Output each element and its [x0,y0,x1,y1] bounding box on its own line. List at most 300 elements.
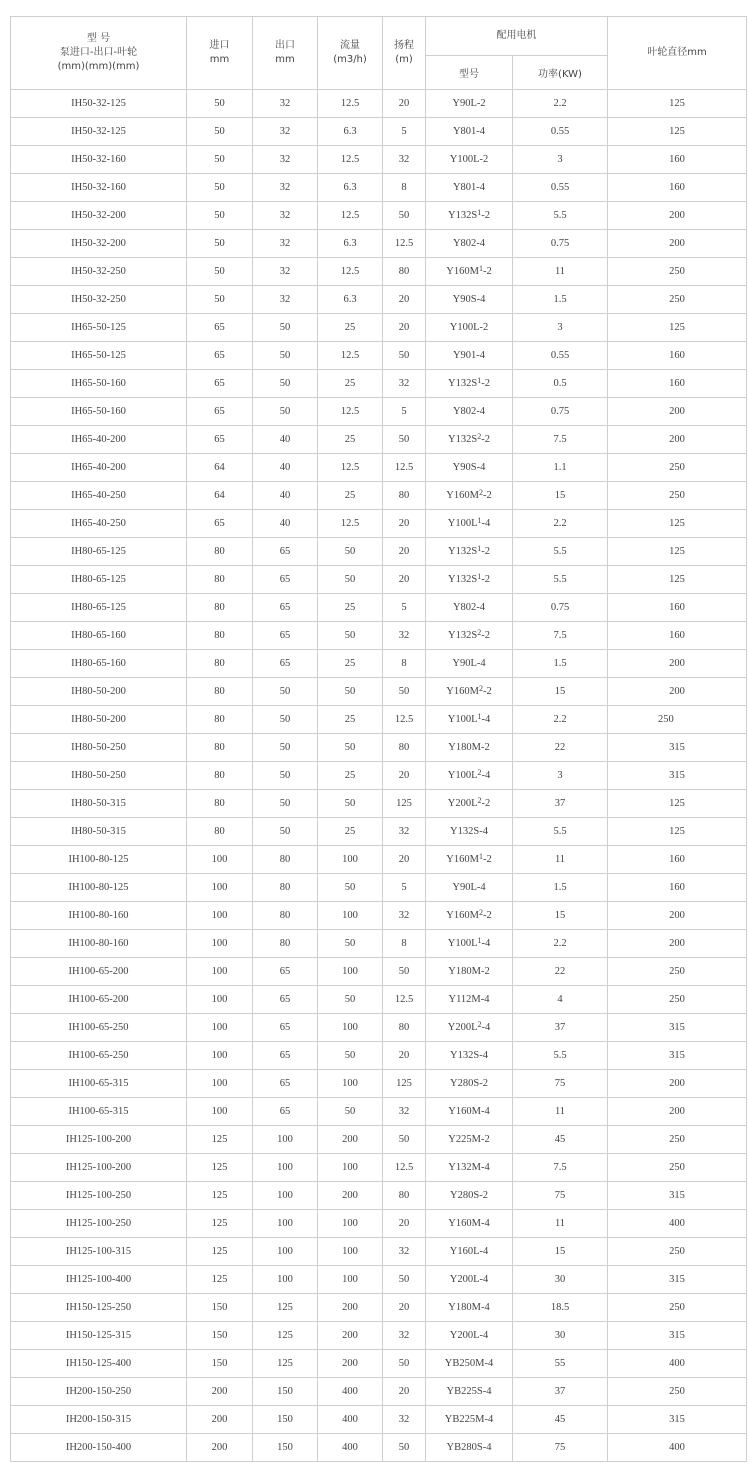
flow-cell: 50 [318,538,383,566]
motor-model-text: Y280S-2 [450,1078,488,1089]
inlet-cell: 125 [187,1210,253,1238]
table-row [11,426,747,454]
inlet-header-label: 进口 [209,40,230,51]
motor-cell [426,1378,513,1406]
model-cell: IH65-40-250 [11,510,187,538]
power-cell: 0.55 [513,118,608,146]
inlet-header [187,17,253,90]
flow-cell: 25 [318,650,383,678]
power-cell: 15 [513,678,608,706]
model-header [11,17,187,90]
motor-cell [426,902,513,930]
motor-model-superscript: 2 [478,684,483,693]
model-cell: IH80-50-250 [11,734,187,762]
power-cell: 5.5 [513,566,608,594]
motor-model-suffix: -2 [481,210,490,221]
motor-model-suffix: -4 [481,938,491,949]
flow-header-unit: (m3/h) [333,54,367,65]
model-cell: IH100-80-125 [11,846,187,874]
model-cell: IH100-65-200 [11,958,187,986]
motor-model-text: Y160M [446,910,479,921]
power-cell: 3 [513,314,608,342]
inlet-cell: 80 [187,566,253,594]
model-cell: IH80-50-315 [11,818,187,846]
motor-cell [426,734,513,762]
outlet-cell: 80 [253,874,318,902]
outlet-cell: 50 [253,342,318,370]
table-row [11,398,747,426]
motor-model-superscript: 2 [477,796,482,805]
model-cell: IH80-65-125 [11,538,187,566]
power-cell: 11 [513,1210,608,1238]
motor-cell [426,1350,513,1378]
outlet-cell: 65 [253,538,318,566]
head-cell: 12.5 [383,230,426,258]
outlet-cell: 50 [253,370,318,398]
outlet-cell: 125 [253,1294,318,1322]
impeller-cell: 250 [608,258,747,286]
power-cell: 5.5 [513,1042,608,1070]
flow-header [318,17,383,90]
model-header-title: 型 号 [86,33,111,44]
motor-model-superscript: 1 [477,376,482,385]
motor-model-text: Y90L-4 [452,658,486,669]
motor-cell [426,1154,513,1182]
motor-model-superscript: 1 [477,516,482,525]
model-cell: IH100-80-125 [11,874,187,902]
impeller-cell: 315 [608,1322,747,1350]
head-cell: 32 [383,1322,426,1350]
outlet-cell: 100 [253,1210,318,1238]
flow-cell: 6.3 [318,174,383,202]
power-cell: 30 [513,1266,608,1294]
power-cell: 5.5 [513,818,608,846]
model-header-sub1: 泵进口-出口-叶轮 [59,47,138,58]
motor-model-text: Y180M-2 [448,742,490,753]
power-cell: 7.5 [513,622,608,650]
flow-cell: 200 [318,1294,383,1322]
outlet-cell: 32 [253,118,318,146]
motor-model-suffix: -2 [482,854,492,865]
model-cell: IH50-32-250 [11,286,187,314]
flow-cell: 400 [318,1434,383,1462]
motor-cell [426,790,513,818]
outlet-cell: 80 [253,846,318,874]
power-cell: 11 [513,846,608,874]
impeller-header-label: 叶轮直径mm [647,47,707,58]
table-row [11,734,747,762]
outlet-cell: 65 [253,1070,318,1098]
impeller-cell: 200 [608,902,747,930]
impeller-cell: 315 [608,762,747,790]
motor-cell [426,174,513,202]
motor-model-text: Y160M-4 [448,1106,490,1117]
table-row [11,202,747,230]
inlet-cell: 80 [187,706,253,734]
outlet-cell: 65 [253,594,318,622]
motor-model-text: Y160M [446,686,479,697]
head-cell: 32 [383,1098,426,1126]
inlet-header-unit: mm [209,54,230,65]
outlet-cell: 50 [253,734,318,762]
flow-cell: 100 [318,902,383,930]
head-cell: 80 [383,734,426,762]
impeller-cell: 250 [608,706,747,734]
outlet-cell: 50 [253,678,318,706]
motor-model-suffix: -4 [481,1022,491,1033]
motor-model-text: Y802-4 [452,602,486,613]
flow-cell: 25 [318,818,383,846]
head-cell: 20 [383,538,426,566]
flow-cell: 25 [318,594,383,622]
head-cell: 20 [383,1210,426,1238]
impeller-cell: 160 [608,174,747,202]
motor-model-text: Y802-4 [452,406,486,417]
inlet-cell: 65 [187,510,253,538]
pump-spec-table [10,16,747,1462]
flow-cell: 25 [318,482,383,510]
motor-model-suffix: -4 [481,518,491,529]
outlet-cell: 50 [253,818,318,846]
power-cell: 2.2 [513,90,608,118]
table-row [11,146,747,174]
motor-cell [426,986,513,1014]
impeller-cell: 200 [608,650,747,678]
model-cell: IH100-65-250 [11,1042,187,1070]
impeller-cell: 400 [608,1210,747,1238]
table-row [11,230,747,258]
flow-cell: 50 [318,678,383,706]
head-cell: 5 [383,874,426,902]
power-cell: 5.5 [513,202,608,230]
motor-model-text: Y132S [448,378,478,389]
motor-model-text: Y160M-4 [448,1218,490,1229]
motor-model-text: Y100L-2 [449,154,489,165]
motor-model-text: Y160L-4 [449,1246,489,1257]
flow-cell: 400 [318,1378,383,1406]
inlet-cell: 65 [187,426,253,454]
table-row [11,1294,747,1322]
table-row [11,482,747,510]
table-row [11,874,747,902]
power-cell: 3 [513,146,608,174]
inlet-cell: 65 [187,398,253,426]
inlet-cell: 100 [187,874,253,902]
impeller-cell: 160 [608,622,747,650]
inlet-cell: 50 [187,286,253,314]
head-cell: 50 [383,1434,426,1462]
table-row [11,846,747,874]
motor-model-text: Y180M-4 [448,1302,490,1313]
outlet-cell: 65 [253,1098,318,1126]
head-cell: 5 [383,594,426,622]
motor-model-text: Y100L-2 [449,322,489,333]
model-cell: IH50-32-125 [11,118,187,146]
table-row [11,1182,747,1210]
model-cell: IH100-65-250 [11,1014,187,1042]
motor-model-text: Y160M [446,490,479,501]
head-cell: 32 [383,370,426,398]
outlet-cell: 32 [253,286,318,314]
head-cell: 20 [383,314,426,342]
motor-model-superscript: 2 [477,768,482,777]
model-cell: IH100-80-160 [11,930,187,958]
outlet-cell: 40 [253,510,318,538]
motor-model-suffix: -2 [481,546,490,557]
motor-model-superscript: 1 [477,544,482,553]
motor-cell [426,1294,513,1322]
model-cell: IH100-65-315 [11,1098,187,1126]
power-cell: 75 [513,1434,608,1462]
impeller-cell: 250 [608,958,747,986]
motor-model-text: YB280S-4 [446,1442,492,1453]
head-cell: 125 [383,790,426,818]
motor-model-text: YB225M-4 [444,1414,494,1425]
motor-cell [426,762,513,790]
motor-model-suffix: -2 [481,378,490,389]
head-cell: 20 [383,90,426,118]
table-row [11,790,747,818]
head-cell: 32 [383,146,426,174]
motor-model-text: Y225M-2 [448,1134,490,1145]
flow-cell: 50 [318,622,383,650]
table-row [11,314,747,342]
inlet-cell: 150 [187,1322,253,1350]
outlet-cell: 32 [253,146,318,174]
motor-cell [426,706,513,734]
power-cell: 15 [513,1238,608,1266]
motor-model-text: Y280S-2 [450,1190,488,1201]
motor-model-suffix: -2 [482,910,492,921]
table-row [11,1126,747,1154]
power-cell: 0.75 [513,230,608,258]
table-body [11,90,747,1462]
head-cell: 80 [383,482,426,510]
outlet-cell: 40 [253,482,318,510]
model-cell: IH65-50-125 [11,314,187,342]
flow-cell: 400 [318,1406,383,1434]
head-cell: 20 [383,846,426,874]
motor-cell [426,118,513,146]
motor-model-text: YB225S-4 [446,1386,492,1397]
flow-cell: 50 [318,1042,383,1070]
impeller-cell: 250 [608,1126,747,1154]
table-row [11,118,747,146]
table-row [11,1350,747,1378]
inlet-cell: 125 [187,1266,253,1294]
head-cell: 5 [383,118,426,146]
motor-model-text: Y160M [446,854,479,865]
model-cell: IH125-100-315 [11,1238,187,1266]
flow-header-label: 流量 [340,40,360,51]
power-cell: 37 [513,790,608,818]
outlet-cell: 32 [253,90,318,118]
motor-model-text: Y160M [446,266,479,277]
motor-model-suffix: -2 [482,686,492,697]
model-cell: IH80-65-160 [11,622,187,650]
head-cell: 50 [383,958,426,986]
inlet-cell: 125 [187,1154,253,1182]
motor-cell [426,678,513,706]
table-row [11,650,747,678]
motor-model-superscript: 1 [477,936,482,945]
impeller-cell: 125 [608,818,747,846]
motor-model-text: Y801-4 [452,126,486,137]
outlet-cell: 40 [253,454,318,482]
flow-cell: 12.5 [318,342,383,370]
motor-model-superscript: 1 [478,264,483,273]
inlet-cell: 50 [187,146,253,174]
impeller-cell: 160 [608,146,747,174]
power-cell: 15 [513,482,608,510]
inlet-cell: 80 [187,678,253,706]
motor-model-text: Y90L-4 [452,882,486,893]
head-cell: 12.5 [383,1154,426,1182]
model-cell: IH200-150-315 [11,1406,187,1434]
flow-cell: 100 [318,1210,383,1238]
table-row [11,174,747,202]
inlet-cell: 125 [187,1238,253,1266]
power-cell: 3 [513,762,608,790]
head-cell: 80 [383,1182,426,1210]
motor-model-suffix: -2 [482,266,492,277]
power-cell: 1.5 [513,286,608,314]
impeller-cell: 400 [608,1434,747,1462]
table-row [11,622,747,650]
impeller-cell: 250 [608,986,747,1014]
inlet-cell: 80 [187,594,253,622]
power-cell: 7.5 [513,426,608,454]
model-cell: IH150-125-250 [11,1294,187,1322]
table-row [11,1378,747,1406]
table-row [11,1434,747,1462]
inlet-cell: 50 [187,118,253,146]
motor-model-suffix: -2 [481,798,491,809]
model-cell: IH80-65-160 [11,650,187,678]
head-cell: 32 [383,818,426,846]
motor-model-text: Y100L [447,714,478,725]
outlet-cell: 150 [253,1434,318,1462]
flow-cell: 12.5 [318,146,383,174]
outlet-header-unit: mm [275,54,295,65]
flow-cell: 12.5 [318,398,383,426]
model-cell: IH50-32-200 [11,230,187,258]
table-row [11,1266,747,1294]
power-cell: 37 [513,1378,608,1406]
power-cell: 45 [513,1406,608,1434]
head-cell: 80 [383,258,426,286]
power-cell: 5.5 [513,538,608,566]
head-cell: 8 [383,650,426,678]
table-row [11,1098,747,1126]
power-cell: 0.5 [513,370,608,398]
model-cell: IH65-50-125 [11,342,187,370]
inlet-cell: 150 [187,1350,253,1378]
flow-cell: 200 [318,1322,383,1350]
inlet-cell: 65 [187,370,253,398]
table-row [11,1210,747,1238]
model-cell: IH50-32-160 [11,174,187,202]
model-cell: IH80-50-200 [11,706,187,734]
impeller-cell: 315 [608,1014,747,1042]
inlet-cell: 100 [187,958,253,986]
motor-cell [426,846,513,874]
motor-model-header: 型号 [426,56,513,90]
inlet-cell: 80 [187,622,253,650]
motor-cell [426,650,513,678]
power-cell: 4 [513,986,608,1014]
table-row [11,510,747,538]
inlet-cell: 200 [187,1406,253,1434]
head-cell: 80 [383,1014,426,1042]
model-cell: IH125-100-250 [11,1210,187,1238]
inlet-cell: 100 [187,986,253,1014]
motor-model-suffix: -2 [481,630,490,641]
impeller-cell: 125 [608,510,747,538]
model-cell: IH65-50-160 [11,398,187,426]
inlet-cell: 50 [187,230,253,258]
motor-cell [426,1322,513,1350]
table-row [11,90,747,118]
flow-cell: 200 [318,1350,383,1378]
flow-cell: 12.5 [318,510,383,538]
motor-model-superscript: 1 [478,852,483,861]
impeller-cell: 200 [608,678,747,706]
motor-cell [426,370,513,398]
inlet-cell: 100 [187,1042,253,1070]
outlet-cell: 40 [253,426,318,454]
head-header-unit: (m) [395,54,413,65]
motor-model-suffix: -2 [482,490,492,501]
table-row [11,566,747,594]
motor-cell [426,1098,513,1126]
head-cell: 20 [383,1294,426,1322]
outlet-cell: 125 [253,1322,318,1350]
impeller-cell: 200 [608,1098,747,1126]
impeller-cell: 160 [608,846,747,874]
table-row [11,986,747,1014]
model-cell: IH80-65-125 [11,566,187,594]
head-cell: 8 [383,930,426,958]
impeller-cell: 125 [608,90,747,118]
table-row [11,818,747,846]
motor-model-text: Y132S [448,630,478,641]
table-row [11,1406,747,1434]
power-cell: 22 [513,734,608,762]
flow-cell: 50 [318,566,383,594]
power-cell: 1.1 [513,454,608,482]
model-cell: IH150-125-400 [11,1350,187,1378]
outlet-cell: 80 [253,902,318,930]
outlet-header [253,17,318,90]
motor-cell [426,90,513,118]
power-cell: 30 [513,1322,608,1350]
inlet-cell: 65 [187,342,253,370]
flow-cell: 50 [318,734,383,762]
inlet-cell: 125 [187,1126,253,1154]
outlet-cell: 100 [253,1126,318,1154]
flow-cell: 25 [318,426,383,454]
impeller-cell: 200 [608,1070,747,1098]
flow-cell: 12.5 [318,202,383,230]
table-row [11,454,747,482]
motor-cell [426,1210,513,1238]
motor-model-superscript: 1 [477,572,482,581]
impeller-cell: 200 [608,230,747,258]
flow-cell: 6.3 [318,286,383,314]
table-row [11,1014,747,1042]
head-cell: 50 [383,342,426,370]
